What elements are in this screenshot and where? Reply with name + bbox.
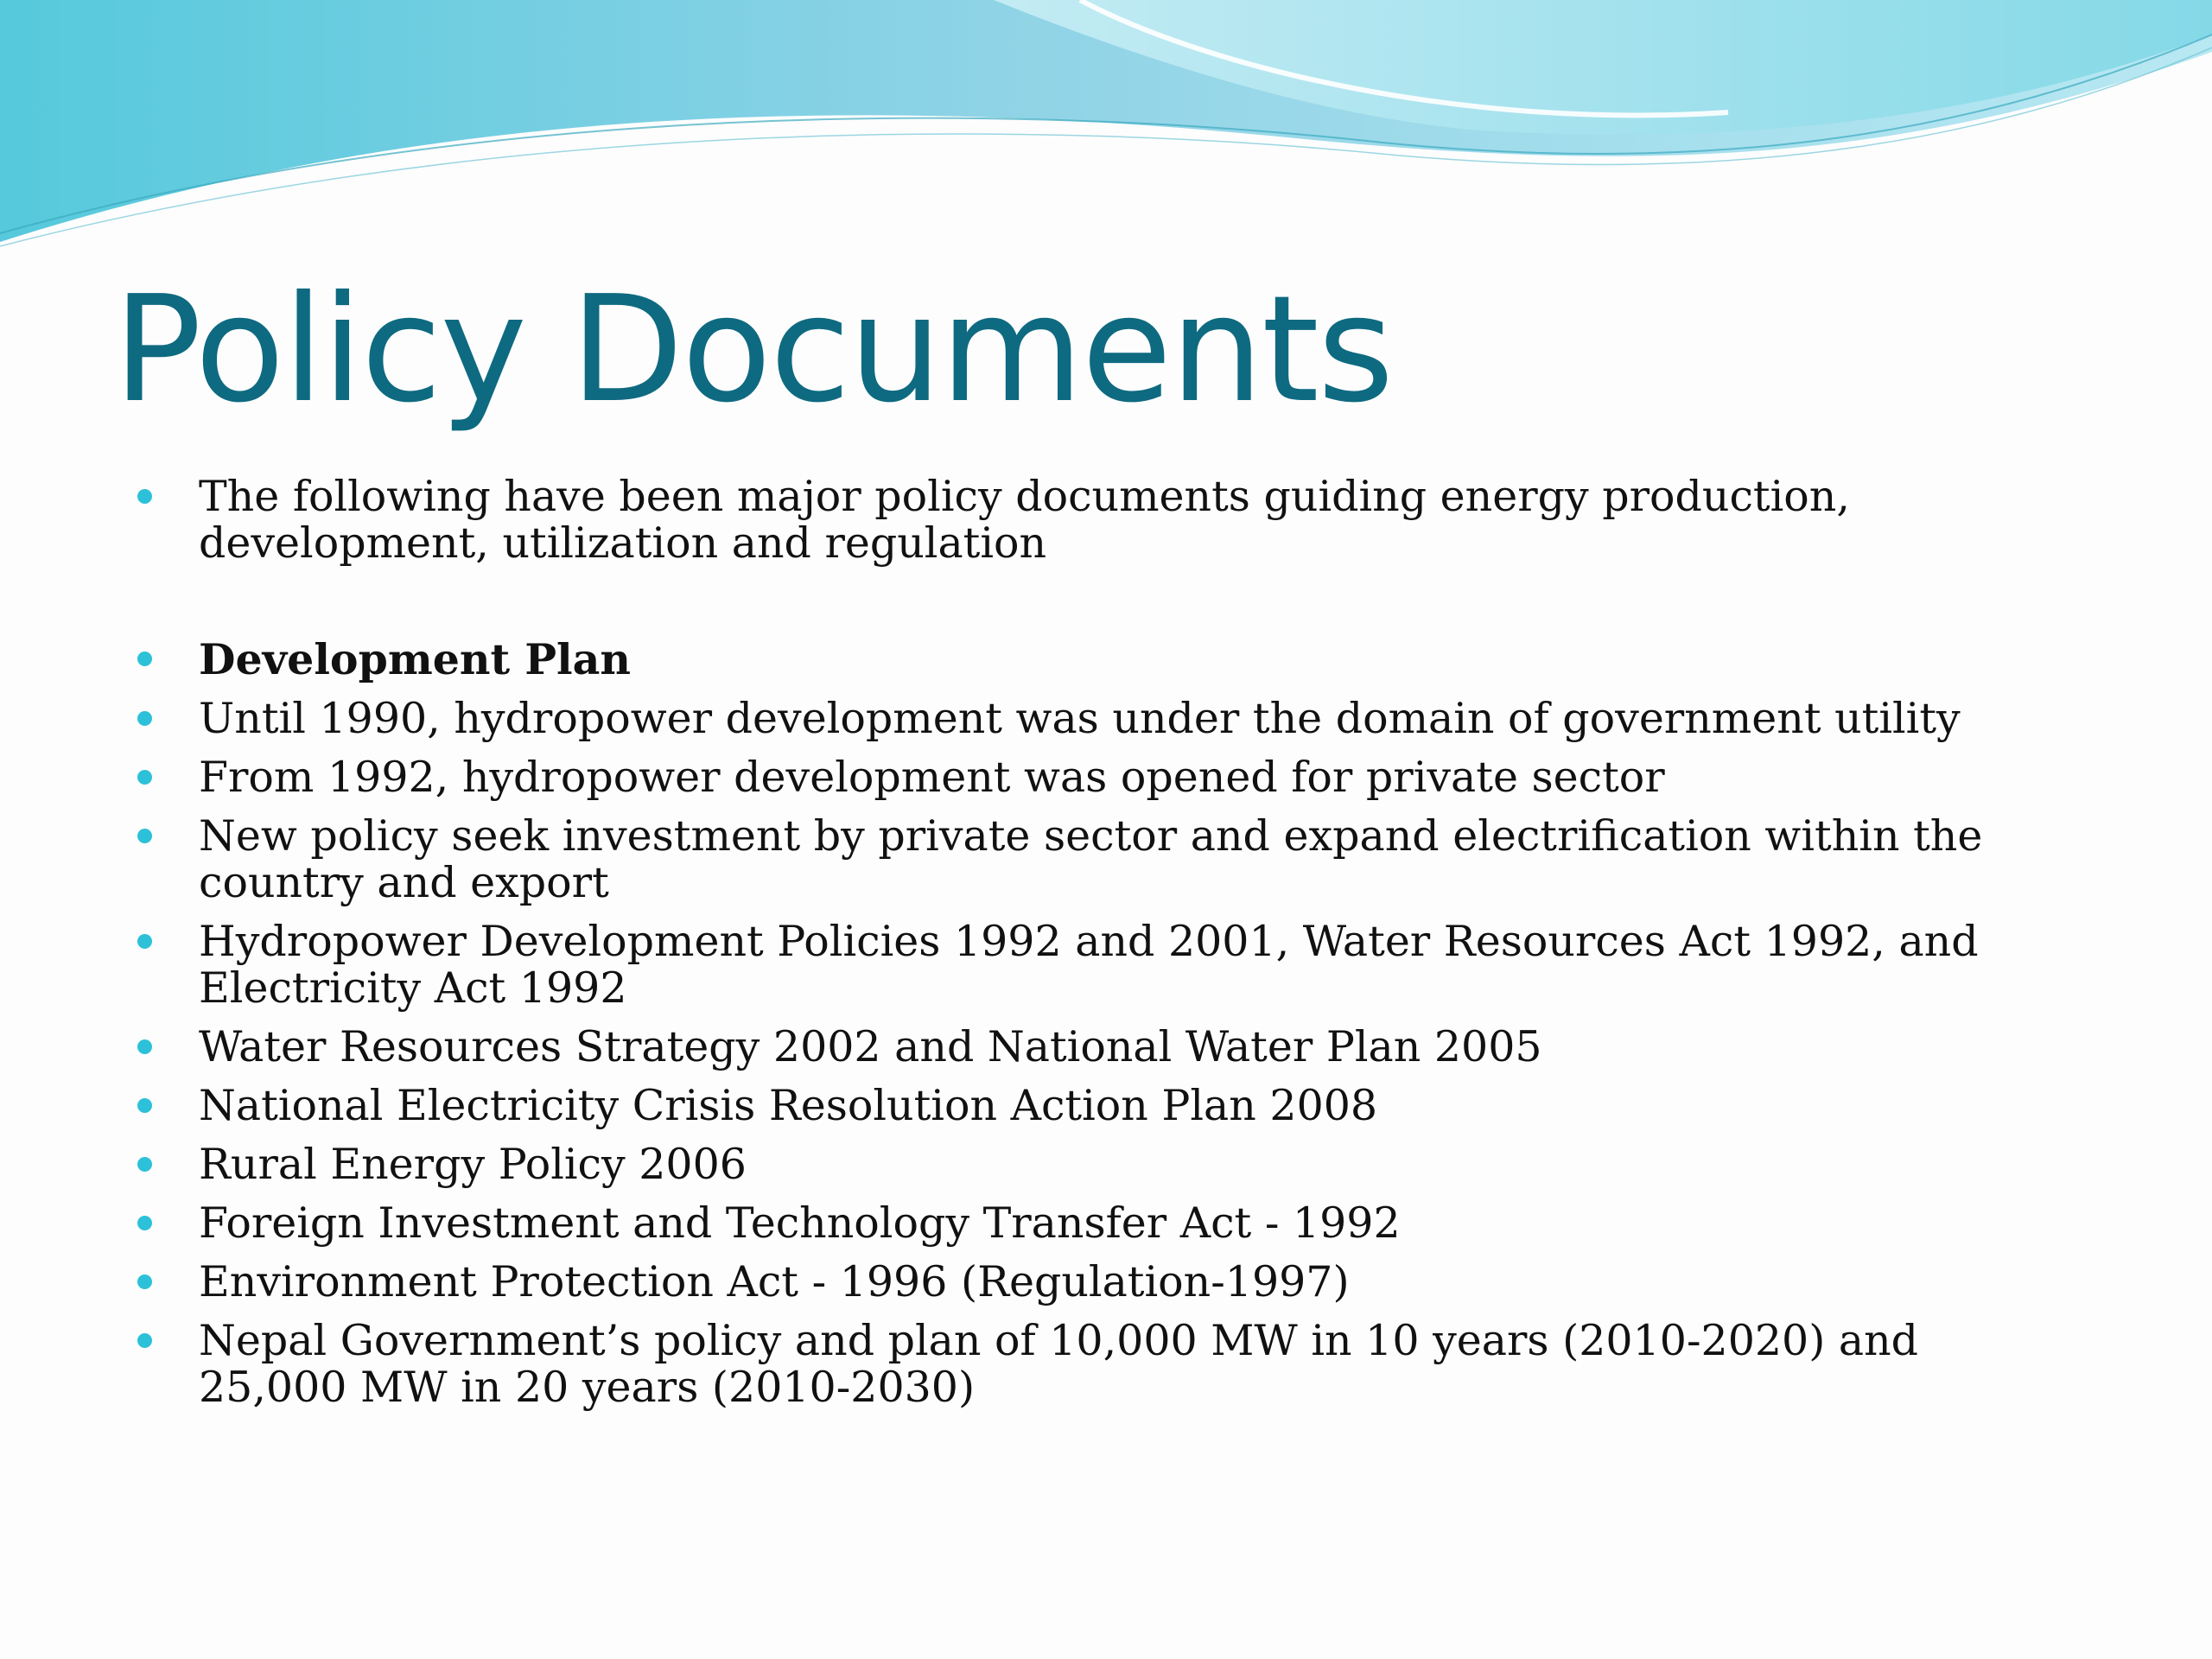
list-item-text: Water Resources Strategy 2002 and National Water Plan 2005: [199, 1022, 1542, 1071]
wave-header-decoration: [0, 0, 2212, 259]
slide-title: Policy Documents: [113, 264, 1393, 435]
bullet-dot-icon: [137, 1274, 152, 1289]
list-item: [134, 1200, 2078, 1247]
bullet-dot-icon: [137, 770, 152, 785]
list-item-text: Hydropower Development Policies 1992 and 2001, Water Resources Act 1992, and Electricity Act 1992: [199, 917, 1979, 1013]
list-item: [134, 474, 2078, 567]
list-item-text: New policy seek investment by private sector and expand electrification within the country and export: [199, 811, 1983, 907]
bullet-dot-icon: [137, 1216, 152, 1230]
bullet-dot-icon: [137, 1157, 152, 1172]
bullet-dot-icon: [137, 711, 152, 726]
bullet-dot-icon: [137, 1333, 152, 1348]
list-item: [134, 918, 2078, 1012]
list-item: [134, 636, 2078, 683]
list-item-text: National Electricity Crisis Resolution Action Plan 2008: [199, 1081, 1378, 1130]
list-item: [134, 1083, 2078, 1129]
list-item: [134, 696, 2078, 742]
list-item-text: Environment Protection Act - 1996 (Regulation-1997): [199, 1257, 1350, 1306]
bullet-dot-icon: [137, 652, 152, 666]
list-item-text: Rural Energy Policy 2006: [199, 1140, 747, 1189]
list-item-text: Foreign Investment and Technology Transfer Act - 1992: [199, 1198, 1401, 1248]
list-item: [134, 1024, 2078, 1071]
list-item: [134, 813, 2078, 906]
list-item-text: From 1992, hydropower development was opened for private sector: [199, 753, 1665, 802]
bullet-dot-icon: [137, 1098, 152, 1113]
bullet-list: [134, 474, 2078, 1423]
bullet-dot-icon: [137, 934, 152, 949]
list-item: [134, 754, 2078, 801]
list-item-text: The following have been major policy documents guiding energy production, development, utilization and regulation: [199, 472, 1850, 568]
list-item: [134, 1318, 2078, 1411]
list-item-text: Until 1990, hydropower development was under the domain of government utility: [199, 694, 1961, 743]
list-item: [134, 1259, 2078, 1306]
bullet-dot-icon: [137, 1039, 152, 1054]
bullet-dot-icon: [137, 489, 152, 504]
list-item-heading: Development Plan: [199, 634, 632, 684]
list-item-text: Nepal Government’s policy and plan of 10,000 MW in 10 years (2010-2020) and 25,000 MW in 20 years (2010-2030): [199, 1316, 1919, 1412]
list-item: [134, 1141, 2078, 1188]
bullet-dot-icon: [137, 829, 152, 843]
